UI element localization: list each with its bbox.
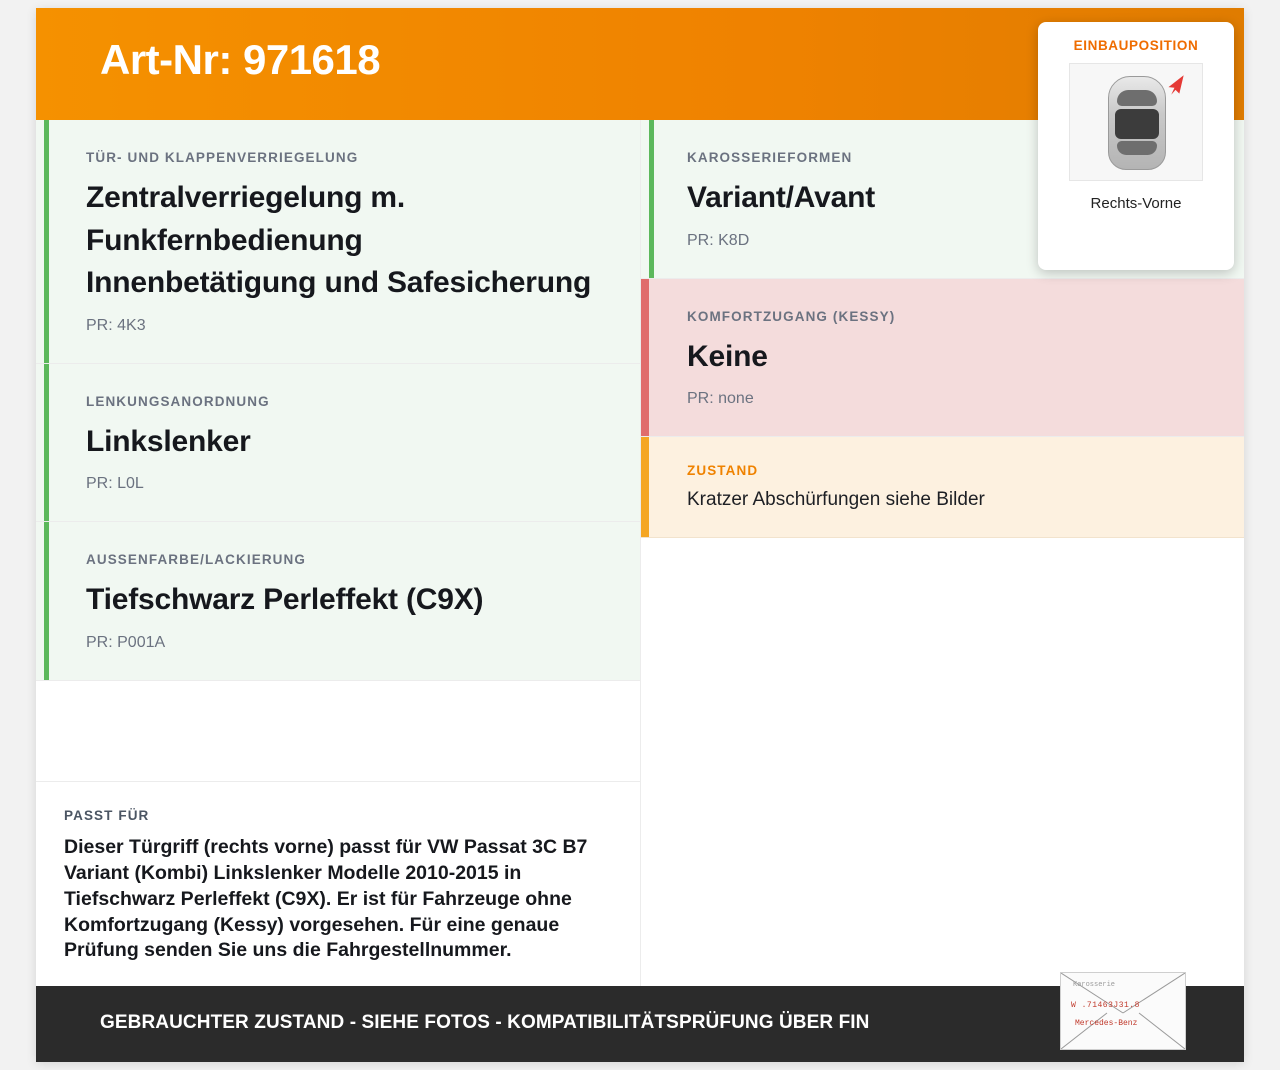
fits-for-text: Dieser Türgriff (rechts vorne) passt für VW Passat 3C B7 Variant (Kombi) Linkslenker Modelle 2010-2015 in Tiefschwarz Perleffekt (C9X). Er ist für Fahrzeuge ohne Komfortzugang (Kessy) vorgesehen. Für eine genaue Prüfung senden Sie uns die Fahrgestellnummer. <box>64 836 588 962</box>
install-position-card <box>1038 22 1234 270</box>
spec-pr-code: PR: K8D <box>687 231 750 249</box>
spec-row <box>36 364 640 523</box>
car-roof-shape <box>1115 109 1159 139</box>
condition-text: Kratzer Abschürfungen siehe Bilder <box>687 489 985 511</box>
footer-text: GEBRAUCHTER ZUSTAND - SIEHE FOTOS - KOMPATIBILITÄTSPRÜFUNG ÜBER FIN <box>100 1012 870 1033</box>
spec-value: Keine <box>687 339 768 373</box>
page-title: Art-Nr: 971618 <box>100 36 381 83</box>
product-spec-sheet <box>36 8 1244 1062</box>
spec-pr-code: PR: 4K3 <box>86 316 146 334</box>
spec-pr-code: PR: P001A <box>86 633 166 651</box>
spec-caption: TÜR- UND KLAPPENVERRIEGELUNG <box>86 150 359 165</box>
red-arrow-icon <box>1162 72 1188 98</box>
spec-value: Linkslenker <box>86 424 251 458</box>
spec-caption: LENKUNGSANORDNUNG <box>86 393 270 409</box>
install-position-caption: Rechts-Vorne <box>1090 195 1182 212</box>
spec-row <box>641 279 1244 438</box>
car-rear-window-shape <box>1117 141 1157 155</box>
fits-for-block <box>36 781 640 986</box>
footer-bar <box>36 981 1244 1062</box>
spec-caption: AUSSENFARBE/LACKIERUNG <box>86 552 306 568</box>
spec-value: Variant/Avant <box>687 181 876 214</box>
spec-value: Zentralverriegelung m. Funkfernbedienung Innenbetätigung und Safesicherung <box>86 181 592 300</box>
spec-column-left <box>36 120 640 986</box>
spec-row <box>36 522 640 681</box>
condition-block <box>641 437 1244 538</box>
install-position-label: EINBAUPOSITION <box>1073 38 1199 53</box>
spec-caption: KOMFORTZUGANG (KESSY) <box>687 308 896 324</box>
spec-caption: KAROSSERIEFORMEN <box>687 150 853 165</box>
stamp-line-3: Karosserie <box>1073 981 1116 989</box>
fits-for-caption: PASST FÜR <box>64 808 150 824</box>
spec-row <box>36 120 640 364</box>
spec-value: Tiefschwarz Perleffekt (C9X) <box>86 583 484 617</box>
stamp-line-1: W .71463J31.8 <box>1071 1001 1140 1010</box>
spec-pr-code: PR: L0L <box>86 475 144 493</box>
spec-pr-code: PR: none <box>687 390 754 408</box>
car-top-view-icon <box>1069 63 1203 181</box>
condition-caption: ZUSTAND <box>687 463 759 479</box>
envelope-stamp-icon <box>1060 972 1186 1050</box>
car-body-shape <box>1108 76 1166 170</box>
stamp-line-2: Mercedes-Benz <box>1075 1019 1138 1028</box>
car-windshield-shape <box>1117 90 1157 106</box>
